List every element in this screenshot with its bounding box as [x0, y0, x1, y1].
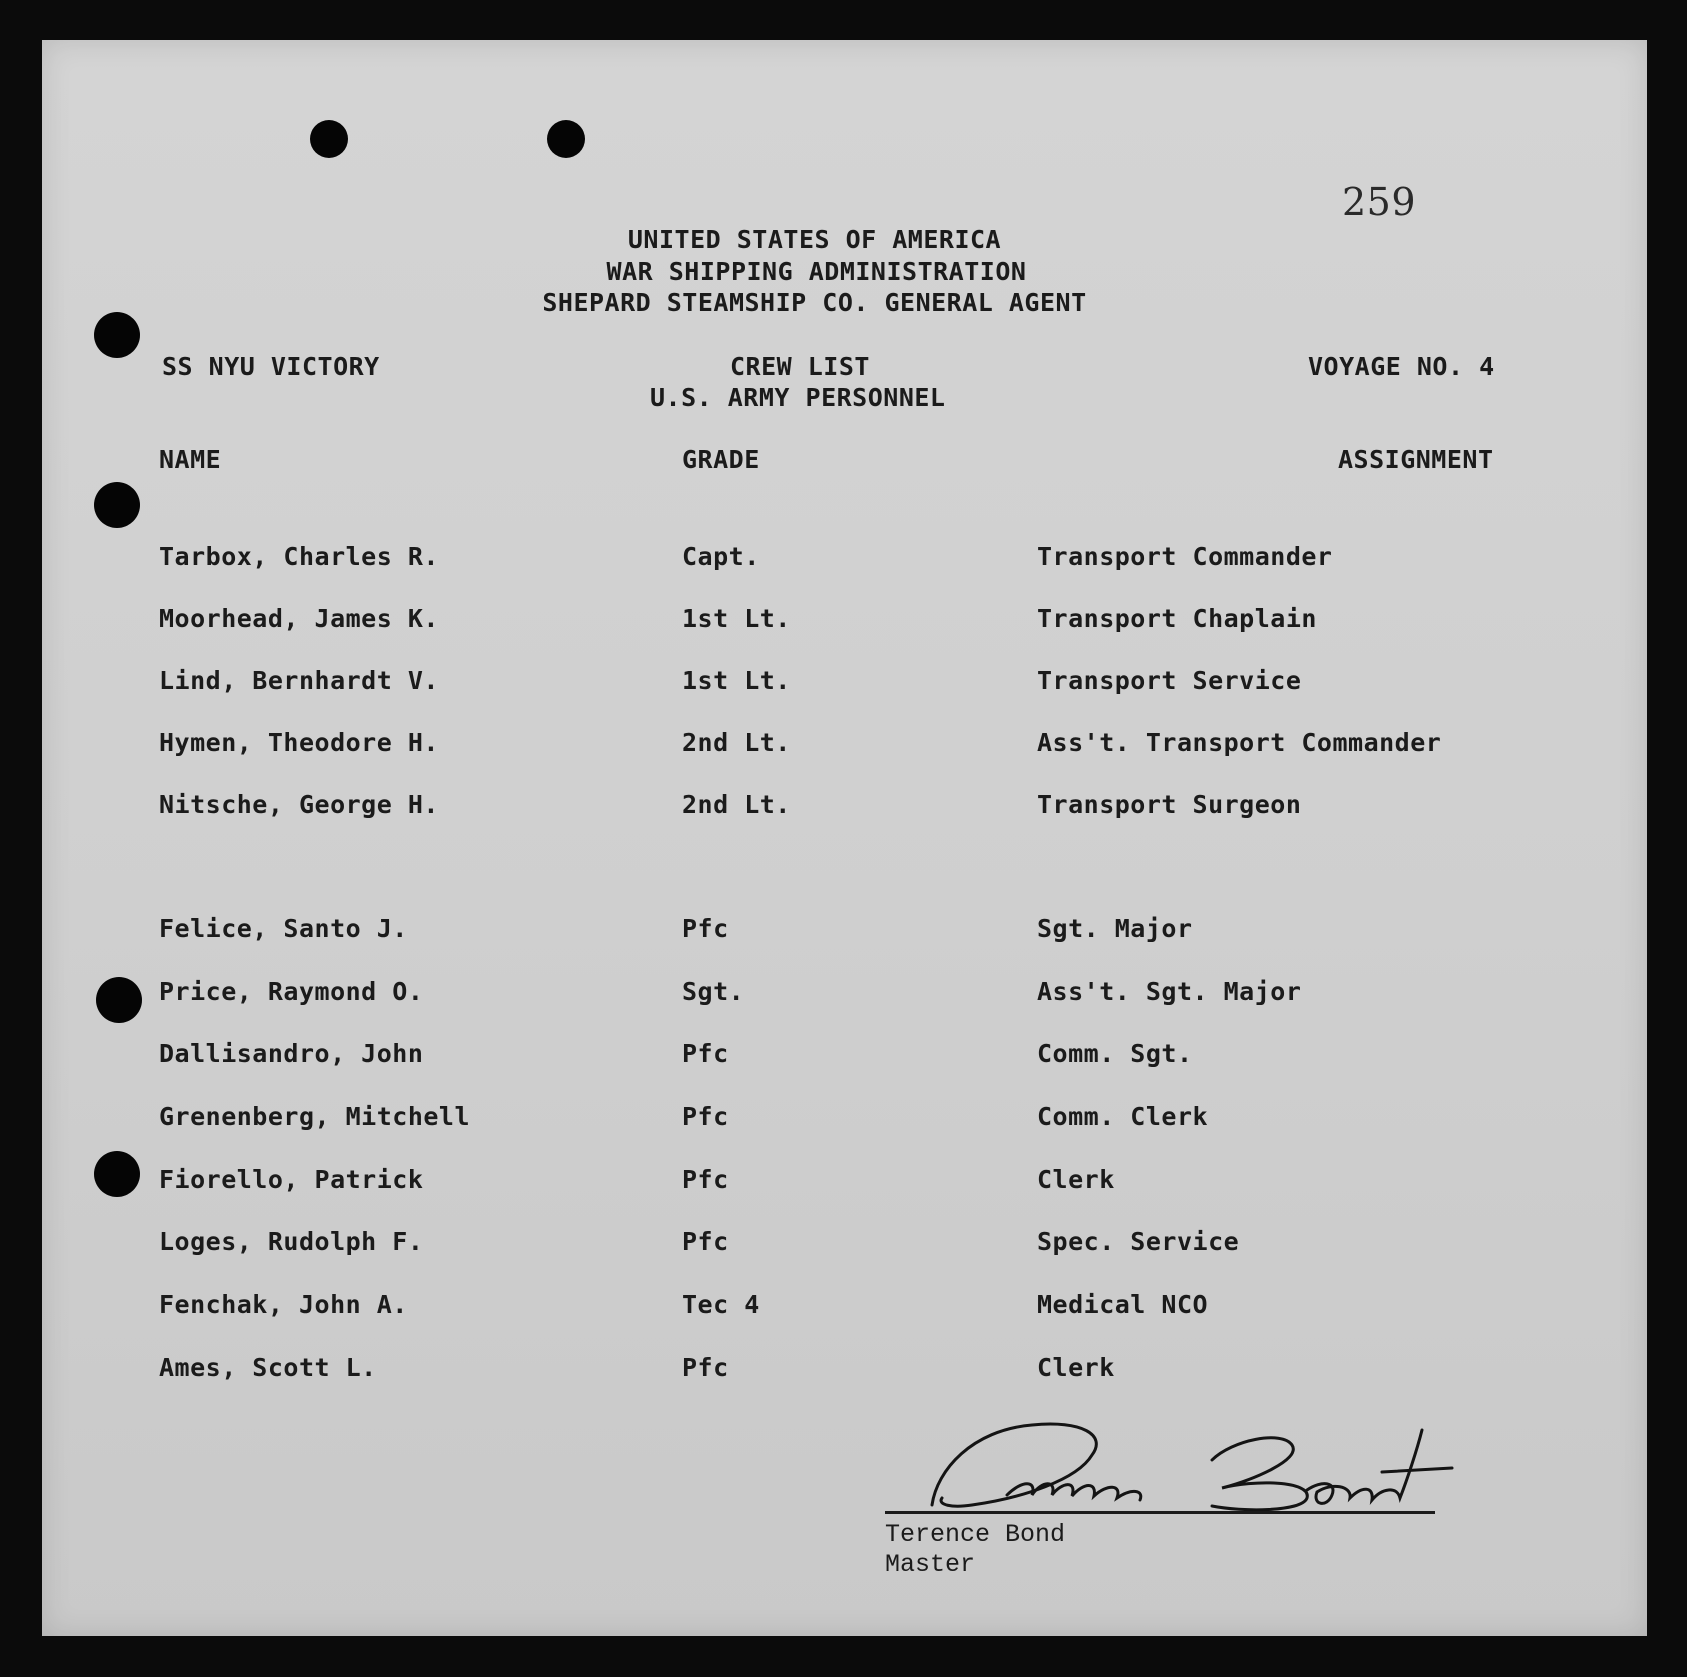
ship-name: SS NYU VICTORY — [162, 352, 380, 381]
punch-hole-top-right — [547, 120, 585, 158]
voyage-number: VOYAGE NO. 4 — [1308, 352, 1495, 381]
column-header-assignment: ASSIGNMENT — [1338, 445, 1494, 474]
signer-name: Terence Bond — [885, 1520, 1066, 1549]
table-row — [42, 1290, 1647, 1324]
table-row — [42, 1039, 1647, 1073]
page-number: 259 — [1342, 180, 1417, 224]
crew-name: Price, Raymond O. — [159, 977, 424, 1006]
crew-name: Ames, Scott L. — [159, 1353, 377, 1382]
crew-assignment: Transport Commander — [1037, 542, 1333, 571]
crew-name: Felice, Santo J. — [159, 914, 408, 943]
punch-hole-top-left — [310, 120, 348, 158]
crew-assignment: Ass't. Sgt. Major — [1037, 977, 1302, 1006]
punch-hole-left-1 — [94, 312, 140, 358]
crew-assignment: Clerk — [1037, 1165, 1115, 1194]
punch-hole-left-2 — [94, 482, 140, 528]
table-row — [42, 1165, 1647, 1199]
column-header-grade: GRADE — [682, 445, 760, 474]
table-row — [42, 666, 1647, 700]
crew-assignment: Comm. Clerk — [1037, 1102, 1209, 1131]
crew-assignment: Medical NCO — [1037, 1290, 1209, 1319]
table-row — [42, 728, 1647, 762]
crew-grade: Pfc — [682, 914, 729, 943]
crew-assignment: Transport Service — [1037, 666, 1302, 695]
table-row — [42, 1102, 1647, 1136]
table-row — [42, 977, 1647, 1011]
crew-grade: 2nd Lt. — [682, 728, 791, 757]
header-line-1: UNITED STATES OF AMERICA — [627, 225, 1002, 254]
table-row — [42, 1353, 1647, 1387]
crew-grade: Pfc — [682, 1227, 729, 1256]
table-row — [42, 542, 1647, 576]
crew-name: Loges, Rudolph F. — [159, 1227, 424, 1256]
crew-assignment: Transport Surgeon — [1037, 790, 1302, 819]
crew-grade: Pfc — [682, 1039, 729, 1068]
list-title: CREW LIST — [730, 352, 870, 381]
crew-grade: Pfc — [682, 1165, 729, 1194]
crew-name: Dallisandro, John — [159, 1039, 424, 1068]
crew-name: Tarbox, Charles R. — [159, 542, 439, 571]
crew-name: Fiorello, Patrick — [159, 1165, 424, 1194]
crew-grade: 1st Lt. — [682, 604, 791, 633]
crew-grade: Tec 4 — [682, 1290, 760, 1319]
crew-grade: 1st Lt. — [682, 666, 791, 695]
table-row — [42, 914, 1647, 948]
crew-assignment: Comm. Sgt. — [1037, 1039, 1193, 1068]
header-line-2: WAR SHIPPING ADMINISTRATION — [606, 257, 1027, 286]
document-page — [42, 40, 1647, 1636]
crew-name: Hymen, Theodore H. — [159, 728, 439, 757]
header-line-3: SHEPARD STEAMSHIP CO. GENERAL AGENT — [542, 288, 1087, 317]
list-subtitle: U.S. ARMY PERSONNEL — [650, 383, 946, 412]
crew-name: Moorhead, James K. — [159, 604, 439, 633]
crew-assignment: Spec. Service — [1037, 1227, 1240, 1256]
crew-name: Lind, Bernhardt V. — [159, 666, 439, 695]
table-row — [42, 604, 1647, 638]
crew-name: Nitsche, George H. — [159, 790, 439, 819]
table-row — [42, 790, 1647, 824]
crew-grade: Sgt. — [682, 977, 745, 1006]
table-row — [42, 1227, 1647, 1261]
crew-name: Grenenberg, Mitchell — [159, 1102, 471, 1131]
crew-grade: Capt. — [682, 542, 760, 571]
crew-grade: Pfc — [682, 1353, 729, 1382]
crew-assignment: Transport Chaplain — [1037, 604, 1317, 633]
crew-assignment: Sgt. Major — [1037, 914, 1193, 943]
signer-title: Master — [885, 1550, 976, 1579]
signature-line — [885, 1511, 1435, 1514]
crew-grade: 2nd Lt. — [682, 790, 791, 819]
crew-grade: Pfc — [682, 1102, 729, 1131]
crew-assignment: Clerk — [1037, 1353, 1115, 1382]
column-header-name: NAME — [159, 445, 222, 474]
crew-name: Fenchak, John A. — [159, 1290, 408, 1319]
crew-assignment: Ass't. Transport Commander — [1037, 728, 1442, 757]
